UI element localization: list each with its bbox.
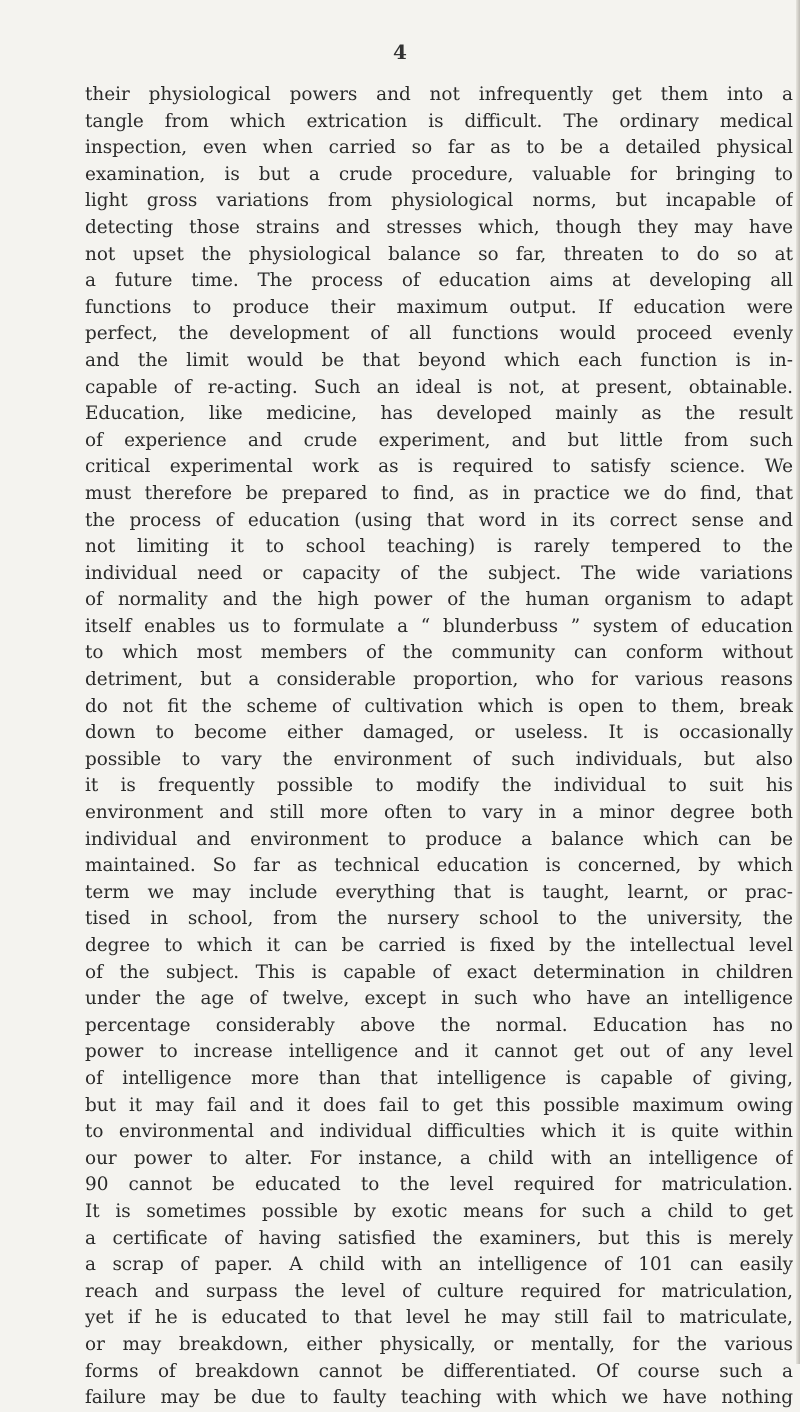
body-text [85,82,793,1412]
text-line: individual need or capacity of the subject. The wide variations [85,562,793,584]
text-line: not upset the physiological balance so far, threaten to do so at [85,243,793,265]
text-line: a future time. The process of education aims at developing all [85,270,793,292]
text-line: itself enables us to formulate a “ blunderbuss ” system of education [85,615,793,637]
text-line: tangle from which extrication is difficult. The ordinary medical [85,110,793,132]
text-line: our power to alter. For instance, a child with an intelligence of [85,1147,793,1169]
text-line: environment and still more often to vary in a minor degree both [85,802,793,824]
text-line: must therefore be prepared to find, as in practice we do find, that [85,482,793,504]
text-line: critical experimental work as is required to satisfy science. We [85,456,793,478]
text-line: or may breakdown, either physically, or mentally, for the various [85,1333,793,1355]
text-line: not limiting it to school teaching) is rarely tempered to the [85,536,793,558]
text-line: maintained. So far as technical education is concerned, by which [85,855,793,877]
text-line: a certificate of having satisfied the examiners, but this is merely [85,1227,793,1249]
text-line: under the age of twelve, except in such who have an intelligence [85,988,793,1010]
text-line: examination, is but a crude procedure, valuable for bringing to [85,163,793,185]
text-line: of the subject. This is capable of exact determination in children [85,961,793,983]
text-line: individual and environment to produce a balance which can be [85,828,793,850]
text-line: reach and surpass the level of culture required for matriculation, [85,1280,793,1302]
text-line: to which most members of the community can conform without [85,642,793,664]
text-line: perfect, the development of all functions would proceed evenly [85,323,793,345]
text-line: of intelligence more than that intelligence is capable of giving, [85,1067,793,1089]
text-line: to environmental and individual difficulties which it is quite within [85,1121,793,1143]
text-line: failure may be due to faulty teaching with which we have nothing [85,1387,793,1409]
text-line: forms of breakdown cannot be differentiated. Of course such a [85,1360,793,1382]
text-line: capable of re-acting. Such an ideal is not, at present, obtainable. [85,376,793,398]
text-line: it is frequently possible to modify the individual to suit his [85,775,793,797]
text-line: 90 cannot be educated to the level required for matriculation. [85,1174,793,1196]
text-line: functions to produce their maximum output. If education were [85,296,793,318]
text-line: percentage considerably above the normal. Education has no [85,1014,793,1036]
page-edge [796,0,800,1364]
text-line: down to become either damaged, or useless. It is occasionally [85,722,793,744]
text-line: their physiological powers and not infrequently get them into a [85,84,793,105]
text-line: tised in school, from the nursery school to the university, the [85,908,793,930]
text-line: detecting those strains and stresses which, though they may have [85,216,793,238]
text-line: inspection, even when carried so far as to be a detailed physical [85,137,793,159]
text-line: and the limit would be that beyond which each function is in- [85,349,793,371]
text-line: detriment, but a considerable proportion, who for various reasons [85,669,793,691]
text-line: Education, like medicine, has developed mainly as the result [85,403,793,425]
text-line: light gross variations from physiological norms, but incapable of [85,190,793,212]
text-line: but it may fail and it does fail to get this possible maximum owing [85,1094,793,1116]
text-line: It is sometimes possible by exotic means for such a child to get [85,1200,793,1222]
text-line: term we may include everything that is taught, learnt, or prac- [85,881,793,903]
text-line: the process of education (using that word in its correct sense and [85,509,793,531]
text-line: degree to which it can be carried is fixed by the intellectual level [85,935,793,956]
text-line: of normality and the high power of the human organism to adapt [85,589,793,611]
text-line: of experience and crude experiment, and but little from such [85,429,793,451]
page-number: 4 [393,40,407,64]
text-line: power to increase intelligence and it cannot get out of any level [85,1041,793,1063]
text-line: a scrap of paper. A child with an intelligence of 101 can easily [85,1254,793,1276]
text-line: possible to vary the environment of such individuals, but also [85,748,793,770]
text-line: do not fit the scheme of cultivation which is open to them, break [85,695,793,717]
text-line: yet if he is educated to that level he may still fail to matriculate, [85,1307,793,1329]
